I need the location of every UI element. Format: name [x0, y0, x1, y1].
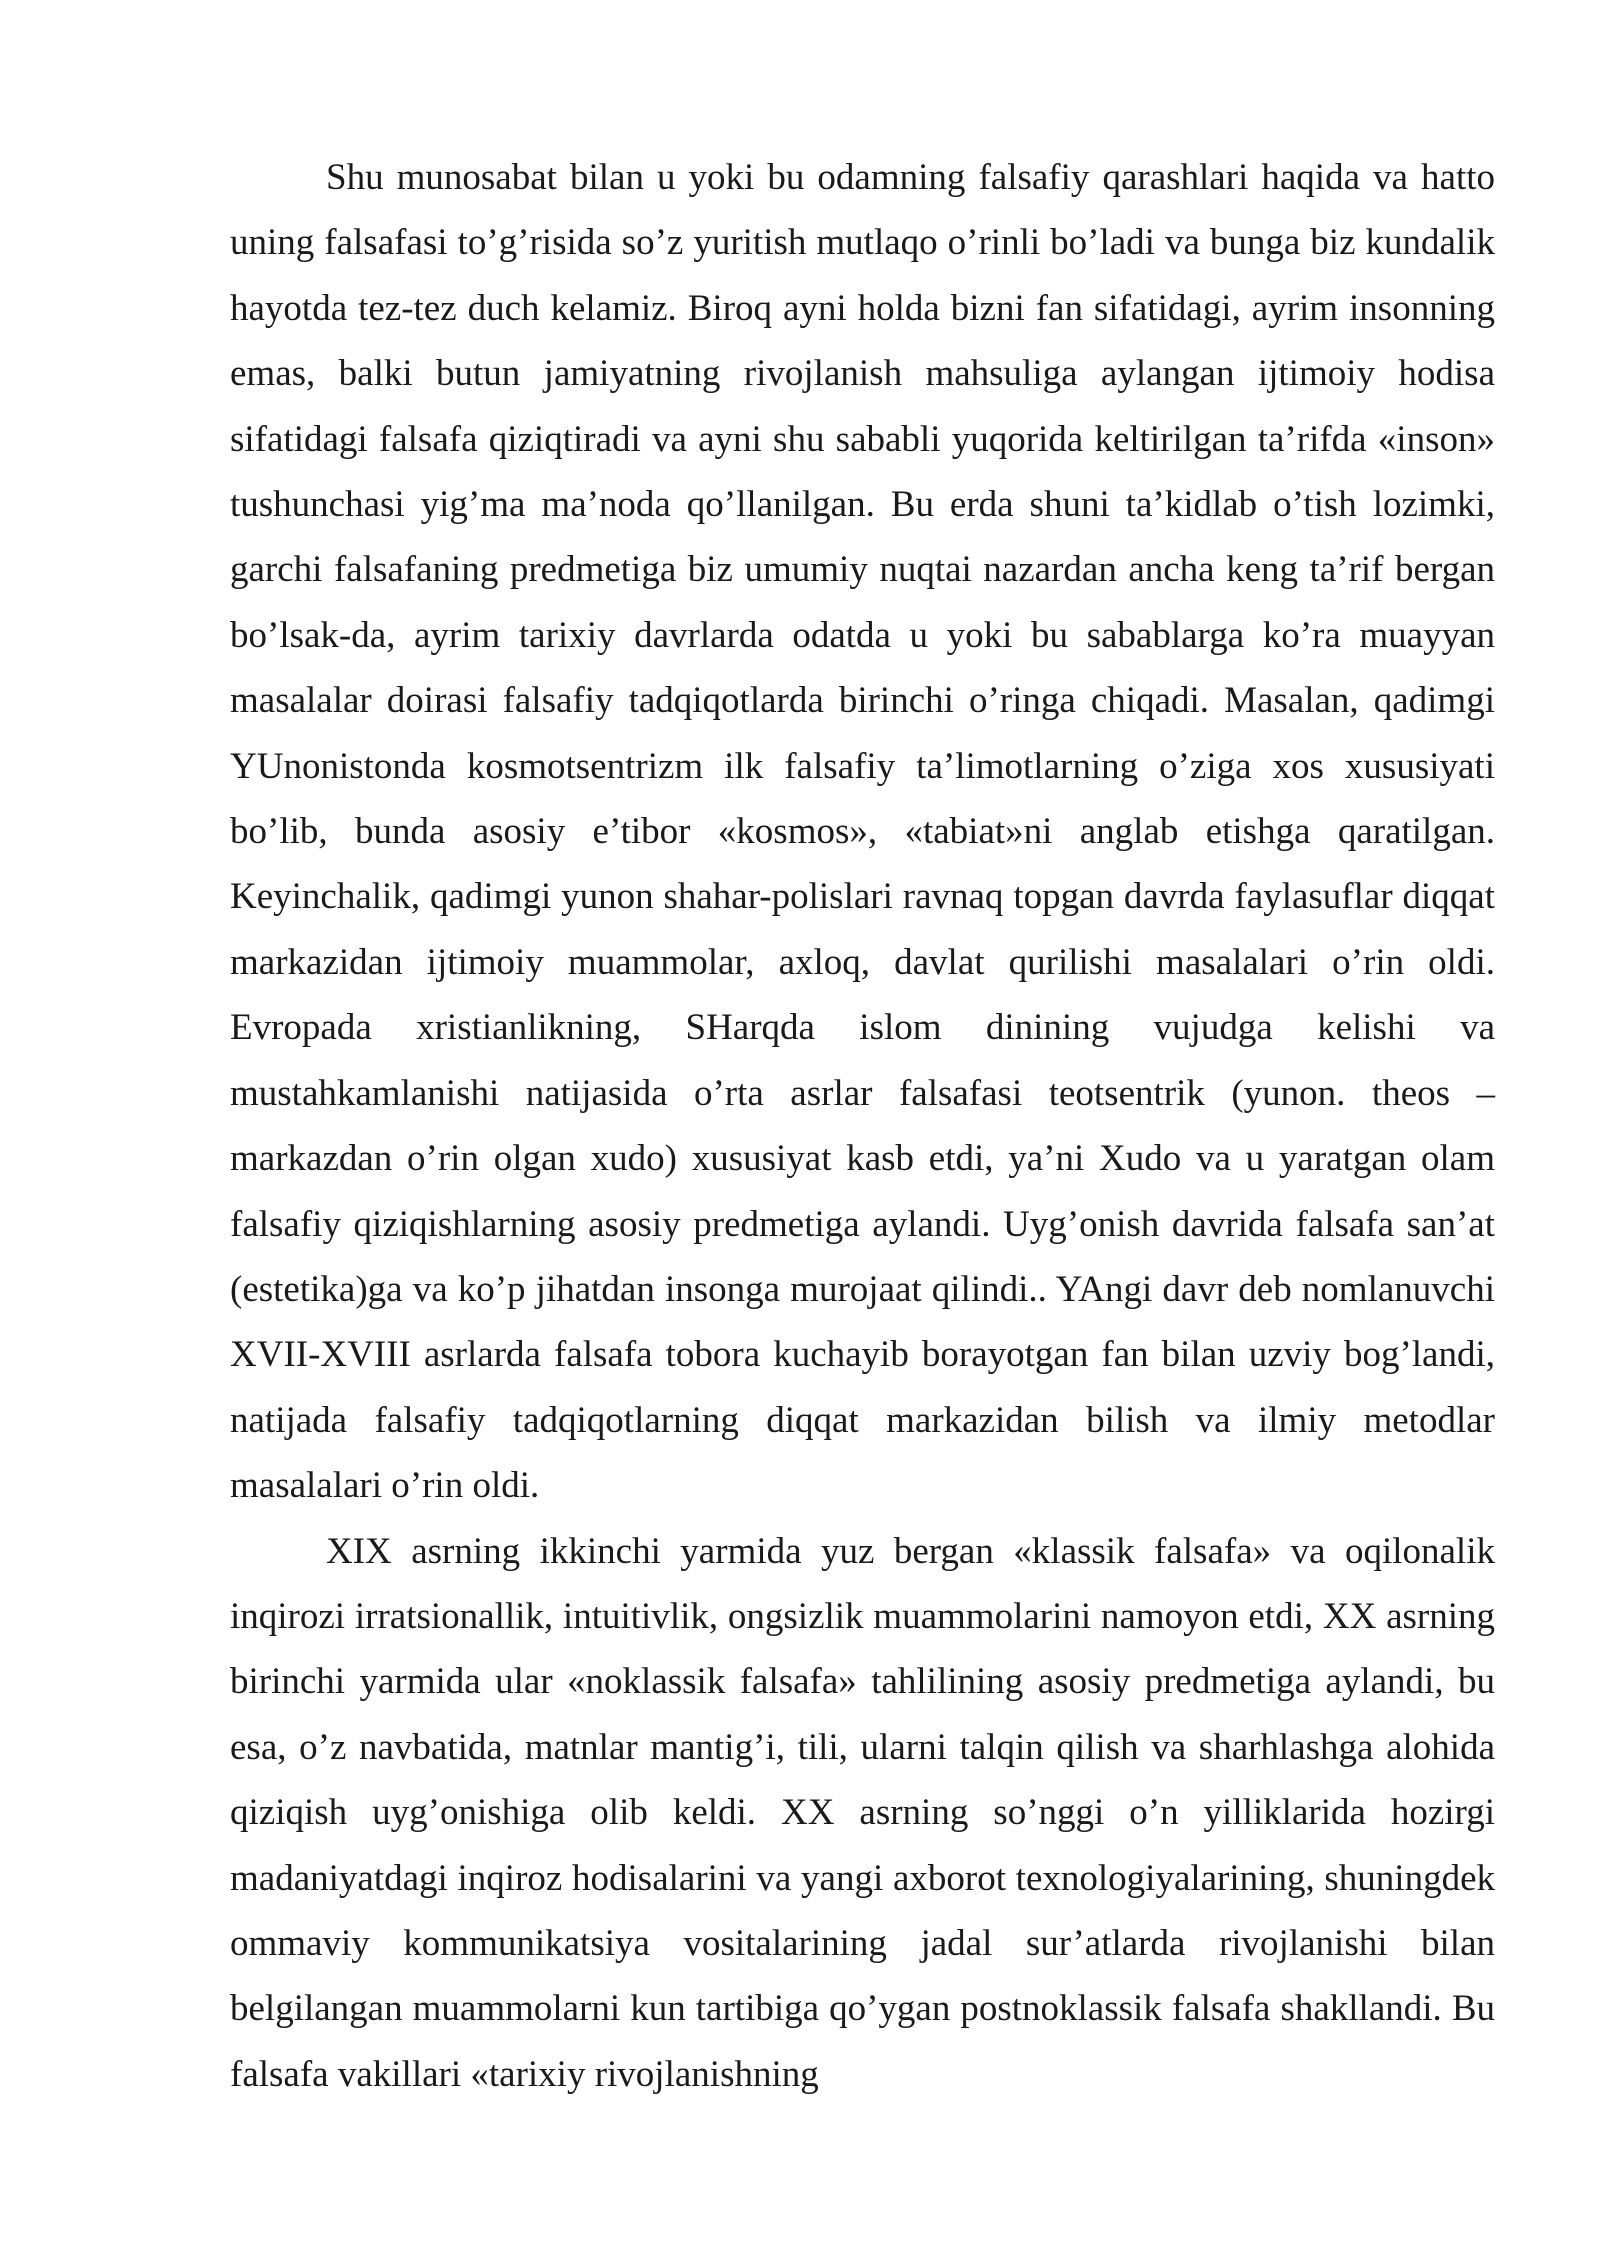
document-body	[230, 145, 1495, 2107]
paragraph-2: XIX asrning ikkinchi yarmida yuz bergan «klassik falsafa» va oqilonalik inqirozi irratsionallik, intuitivlik, ongsizlik muammolarini namoyon etdi, XX asrning birinchi yarmida ular «noklassik falsafa» tahlilining asosiy predmetiga aylandi, bu esa, o’z navbatida, matnlar mantig’i, tili, ularni talqin qilish va sharhlashga alohida qiziqish uyg’onishiga olib keldi. XX asrning so’nggi o’n yilliklarida hozirgi madaniyatdagi inqiroz hodisalarini va yangi axborot texnologiyalarining, shuningdek ommaviy kommunikatsiya vositalarining jadal sur’atlarda rivojlanishi bilan belgilangan muammolarni kun tartibiga qo’ygan postnoklassik falsafa shakllandi. Bu falsafa vakillari «tarixiy rivojlanishning	[230, 1530, 1495, 2095]
paragraph-1: Shu munosabat bilan u yoki bu odamning falsafiy qarashlari haqida va hatto uning falsafasi to’g’risida so’z yuritish mutlaqo o’rinli bo’ladi va bunga biz kundalik hayotda tez-tez duch kelamiz. Biroq ayni holda bizni fan sifatidagi, ayrim insonning emas, balki butun jamiyatning rivojlanish mahsuliga aylangan ijtimoiy hodisa sifatidagi falsafa qiziqtiradi va ayni shu sababli yuqorida keltirilgan ta’rifda «inson» tushunchasi yig’ma ma’noda qo’llanilgan. Bu erda shuni ta’kidlab o’tish lozimki, garchi falsafaning predmetiga biz umumiy nuqtai nazardan ancha keng ta’rif bergan bo’lsak-da, ayrim tarixiy davrlarda odatda u yoki bu sabablarga ko’ra muayyan masalalar doirasi falsafiy tadqiqotlarda birinchi o’ringa chiqadi. Masalan, qadimgi YUnonistonda kosmotsentrizm ilk falsafiy ta’limotlarning o’ziga xos xususiyati bo’lib, bunda asosiy e’tibor «kosmos», «tabiat»ni anglab etishga qaratilgan. Keyinchalik, qadimgi yunon shahar-polislari ravnaq topgan davrda faylasuflar diqqat markazidan ijtimoiy muammolar, axloq, davlat qurilishi masalalari o’rin oldi. Evropada xristianlikning, SHarqda islom dinining vujudga kelishi va mustahkamlanishi natijasida o’rta asrlar falsafasi teotsentrik (yunon. theos – markazdan o’rin olgan xudo) xususiyat kasb etdi, ya’ni Xudo va u yaratgan olam falsafiy qiziqishlarning asosiy predmetiga aylandi. Uyg’onish davrida falsafa san’at (estetika)ga va ko’p jihatdan insonga murojaat qilindi.. YAngi davr deb nomlanuvchi XVII-XVIII asrlarda falsafa tobora kuchayib borayotgan fan bilan uzviy bog’landi, natijada falsafiy tadqiqotlarning diqqat markazidan bilish va ilmiy metodlar masalalari o’rin oldi.	[230, 157, 1495, 1507]
